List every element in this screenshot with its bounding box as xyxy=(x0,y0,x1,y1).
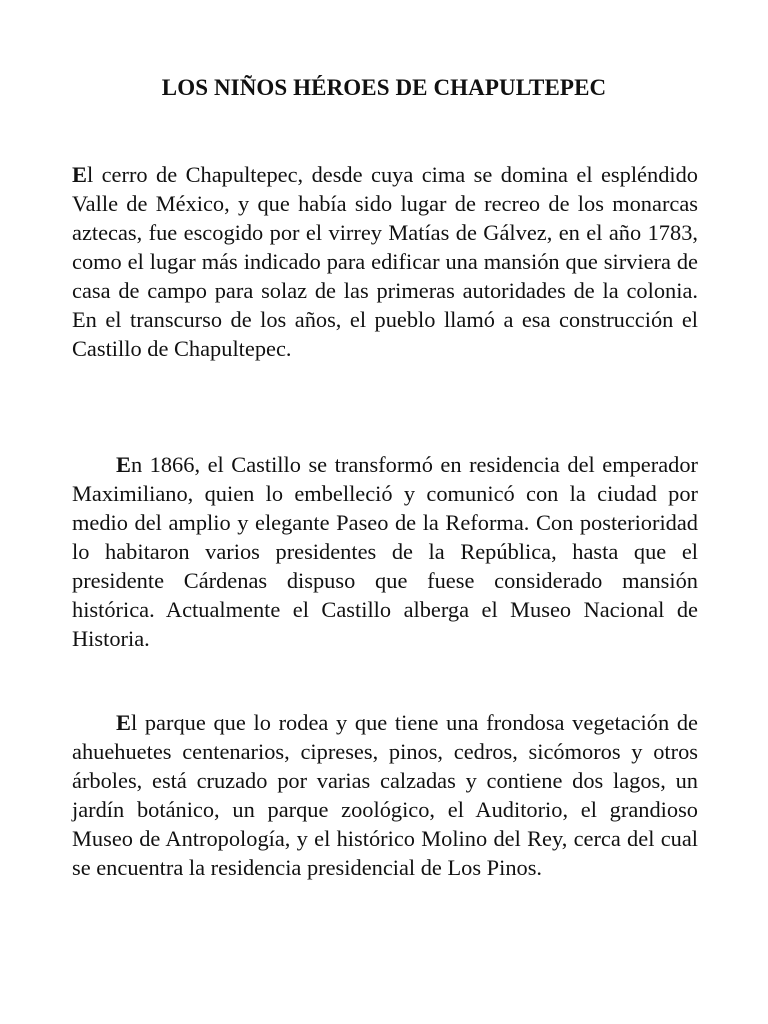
paragraph-1 xyxy=(72,160,698,363)
paragraph-2 xyxy=(72,450,698,653)
paragraph-3 xyxy=(72,708,698,882)
paragraph-3-initial: E xyxy=(116,710,131,735)
paragraph-1-text: l cerro de Chapultepec, desde cuya cima se domina el espléndido Valle de México, y que había sido lugar de recreo de los monarcas aztecas, fue escogido por el virrey Matías de Gálvez, en el año 1783, como el lugar más indicado para edificar una mansión que sirviera de casa de campo para solaz de las primeras autoridades de la colonia. En el transcurso de los años, el pueblo llamó a esa construcción el Castillo de Chapultepec. xyxy=(72,162,698,361)
paragraph-3-text: l parque que lo rodea y que tiene una frondosa vegetación de ahuehuetes centenarios, cipreses, pinos, cedros, sicómoros y otros árboles, está cruzado por varias calzadas y contiene dos lagos, un jardín botánico, un parque zoológico, el Auditorio, el grandioso Museo de Antropología, y el histórico Molino del Rey, cerca del cual se encuentra la residencia presidencial de Los Pinos. xyxy=(72,710,698,880)
paragraph-2-text: n 1866, el Castillo se transformó en residencia del emperador Maximiliano, quien lo embelleció y comunicó con la ciudad por medio del amplio y elegante Paseo de la Reforma. Con posterioridad lo habitaron varios presidentes de la República, hasta que el presidente Cárdenas dispuso que fuese considerado mansión histórica. Actualmente el Castillo alberga el Museo Nacional de Historia. xyxy=(72,452,698,651)
page-title: LOS NIÑOS HÉROES DE CHAPULTEPEC xyxy=(161,75,607,100)
paragraph-2-initial: E xyxy=(116,452,131,477)
paragraph-1-initial: E xyxy=(72,162,87,187)
